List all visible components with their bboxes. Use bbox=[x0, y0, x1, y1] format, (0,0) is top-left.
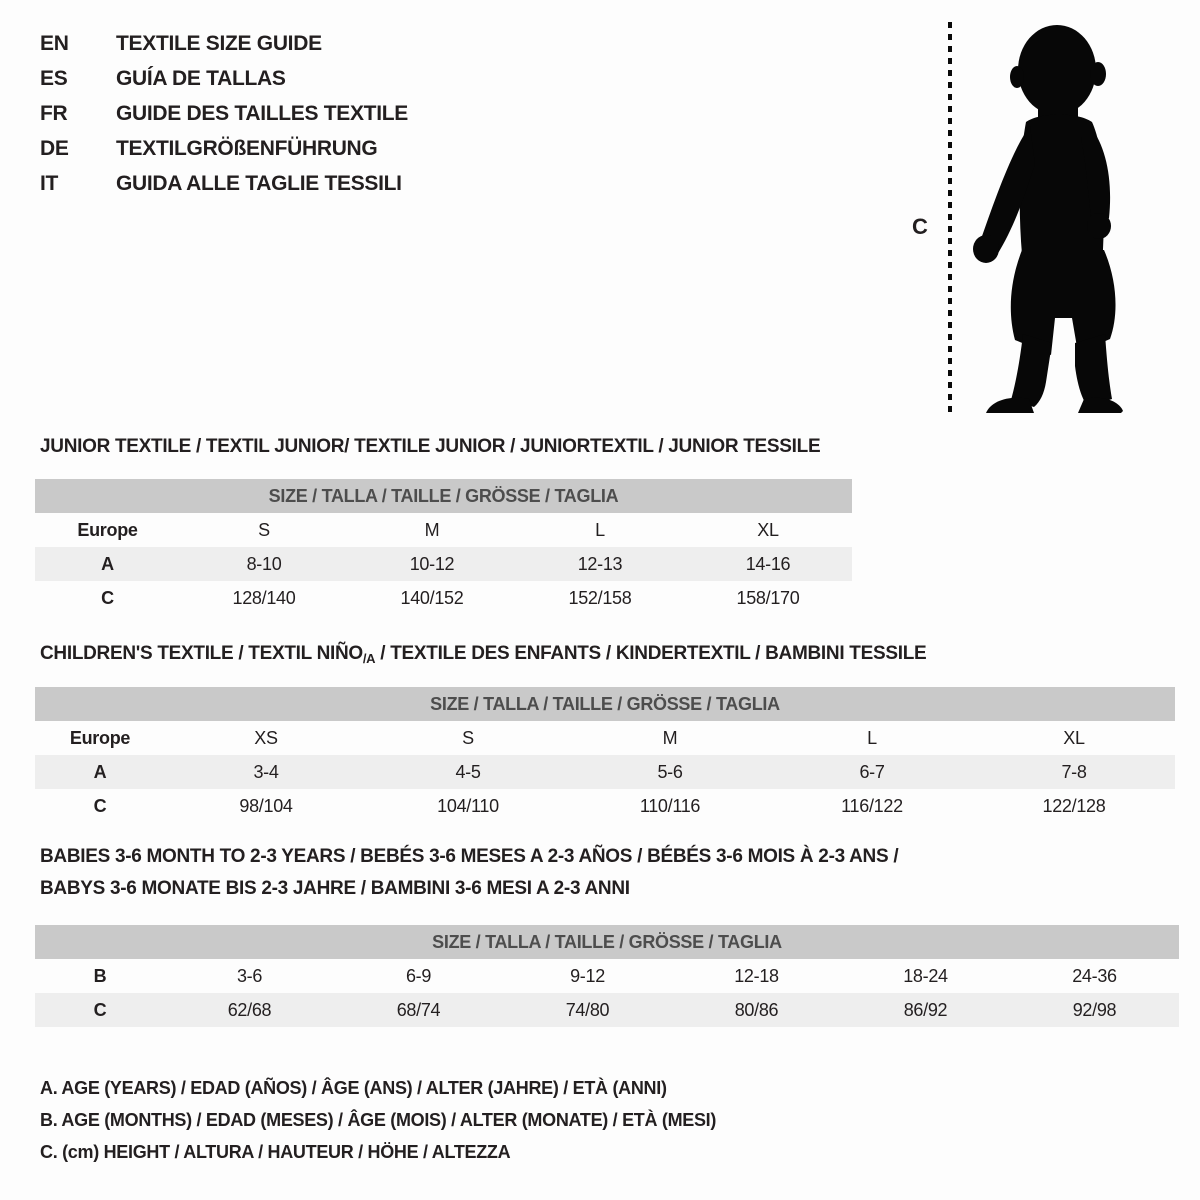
size-header-bar: SIZE / TALLA / TAILLE / GRÖSSE / TAGLIA bbox=[35, 925, 1179, 959]
language-title: TEXTILGRÖßENFÜHRUNG bbox=[116, 136, 378, 160]
size-header-row bbox=[35, 687, 1175, 721]
table-cell: 158/170 bbox=[736, 587, 800, 608]
table-row-months bbox=[35, 959, 1179, 993]
table-cell: 80/86 bbox=[672, 993, 841, 1027]
legend-line-a: A. AGE (YEARS) / EDAD (AÑOS) / ÂGE (ANS) / ALTER (JAHRE) / ETÀ (ANNI) bbox=[40, 1078, 667, 1098]
size-header-row bbox=[35, 925, 1179, 959]
section-heading-babies-line2: BABYS 3-6 MONATE BIS 2-3 JAHRE / BAMBINI 3-6 MESI A 2-3 ANNI bbox=[40, 878, 630, 899]
table-cell: 62/68 bbox=[165, 993, 334, 1027]
table-cell: 140/152 bbox=[400, 587, 464, 608]
height-dashed-line bbox=[948, 22, 952, 416]
row-label: Europe bbox=[77, 519, 138, 540]
table-cell: 12-18 bbox=[734, 965, 779, 986]
size-header-row bbox=[35, 479, 852, 513]
heading-subscript: /A bbox=[362, 651, 376, 666]
table-cell: 110/116 bbox=[639, 795, 701, 816]
table-cell: 10-12 bbox=[348, 547, 516, 581]
table-cell: S bbox=[258, 519, 270, 540]
table-cell: 12-13 bbox=[516, 547, 684, 581]
table-cell: 18-24 bbox=[903, 965, 948, 986]
table-cell: XS bbox=[254, 727, 278, 748]
table-cell: 4-5 bbox=[367, 755, 569, 789]
table-cell: 14-16 bbox=[684, 547, 852, 581]
language-title-list bbox=[40, 26, 408, 201]
section-heading-junior: JUNIOR TEXTILE / TEXTIL JUNIOR/ TEXTILE JUNIOR / JUNIORTEXTIL / JUNIOR TESSILE bbox=[40, 436, 821, 457]
table-row-europe bbox=[35, 721, 1175, 755]
table-row-height bbox=[35, 789, 1175, 823]
table-cell: 3-6 bbox=[236, 965, 263, 986]
heading-text: / TEXTILE DES ENFANTS / KINDERTEXTIL / BAMBINI TESSILE bbox=[375, 643, 927, 664]
language-row-fr bbox=[40, 96, 408, 131]
table-cell: 9-12 bbox=[570, 965, 605, 986]
table-cell: 98/104 bbox=[239, 795, 293, 816]
table-cell: 7-8 bbox=[973, 755, 1175, 789]
table-row-height bbox=[35, 581, 852, 615]
babies-size-table bbox=[35, 925, 1179, 1027]
language-row-it bbox=[40, 166, 408, 201]
table-cell: 5-6 bbox=[569, 755, 771, 789]
table-cell: M bbox=[662, 727, 678, 748]
section-heading-children bbox=[40, 643, 926, 666]
table-cell: 86/92 bbox=[841, 993, 1010, 1027]
legend-line-c: C. (cm) HEIGHT / ALTURA / HAUTEUR / HÖHE / ALTEZZA bbox=[40, 1142, 511, 1162]
table-row-age bbox=[35, 755, 1175, 789]
size-header-bar: SIZE / TALLA / TAILLE / GRÖSSE / TAGLIA bbox=[35, 479, 852, 513]
table-cell: XL bbox=[757, 519, 779, 540]
table-cell: 128/140 bbox=[232, 587, 296, 608]
row-label: C bbox=[93, 795, 107, 816]
row-label: C bbox=[35, 993, 165, 1027]
language-row-es bbox=[40, 61, 408, 96]
table-row-europe bbox=[35, 513, 852, 547]
table-cell: 104/110 bbox=[437, 795, 499, 816]
table-cell: 24-36 bbox=[1072, 965, 1117, 986]
row-label: Europe bbox=[69, 727, 131, 748]
legend-line-b: B. AGE (MONTHS) / EDAD (MESES) / ÂGE (MOIS) / ALTER (MONATE) / ETÀ (MESI) bbox=[40, 1110, 717, 1130]
table-cell: 122/128 bbox=[1042, 795, 1106, 816]
table-cell: M bbox=[424, 519, 440, 540]
language-row-de bbox=[40, 131, 408, 166]
language-code: FR bbox=[40, 101, 68, 125]
row-label: B bbox=[93, 965, 107, 986]
table-cell: 74/80 bbox=[503, 993, 672, 1027]
table-cell: XL bbox=[1063, 727, 1085, 748]
table-cell: S bbox=[462, 727, 474, 748]
language-title: GUÍA DE TALLAS bbox=[116, 66, 286, 90]
language-title: TEXTILE SIZE GUIDE bbox=[116, 31, 322, 55]
table-cell: 92/98 bbox=[1010, 993, 1179, 1027]
table-cell: 3-4 bbox=[165, 755, 367, 789]
table-cell: 116/122 bbox=[841, 795, 903, 816]
table-cell: 6-7 bbox=[771, 755, 973, 789]
table-row-age bbox=[35, 547, 852, 581]
language-title: GUIDA ALLE TAGLIE TESSILI bbox=[116, 171, 402, 195]
junior-size-table bbox=[35, 479, 852, 615]
table-cell: L bbox=[867, 727, 877, 748]
table-cell: 152/158 bbox=[568, 587, 632, 608]
children-size-table bbox=[35, 687, 1175, 823]
language-code: ES bbox=[40, 66, 68, 90]
language-title: GUIDE DES TAILLES TEXTILE bbox=[116, 101, 408, 125]
row-label: A bbox=[35, 755, 165, 789]
table-cell: 8-10 bbox=[180, 547, 348, 581]
table-cell: 6-9 bbox=[405, 965, 432, 986]
language-code: IT bbox=[40, 171, 59, 195]
table-cell: 68/74 bbox=[334, 993, 503, 1027]
heading-text: CHILDREN'S TEXTILE / TEXTIL NIÑO bbox=[40, 643, 363, 664]
language-code: DE bbox=[40, 136, 69, 160]
toddler-silhouette-icon bbox=[960, 22, 1140, 416]
row-label: C bbox=[101, 587, 114, 608]
measurement-legend bbox=[40, 1072, 716, 1168]
language-row-en bbox=[40, 26, 408, 61]
size-header-bar: SIZE / TALLA / TAILLE / GRÖSSE / TAGLIA bbox=[35, 687, 1175, 721]
section-heading-babies-line1: BABIES 3-6 MONTH TO 2-3 YEARS / BEBÉS 3-6 MESES A 2-3 AÑOS / BÉBÉS 3-6 MOIS À 2-3 ANS / bbox=[40, 846, 899, 867]
table-cell: L bbox=[595, 519, 605, 540]
height-measure-label: C bbox=[912, 214, 928, 239]
row-label: A bbox=[35, 547, 180, 581]
language-code: EN bbox=[40, 31, 69, 55]
table-row-height bbox=[35, 993, 1179, 1027]
